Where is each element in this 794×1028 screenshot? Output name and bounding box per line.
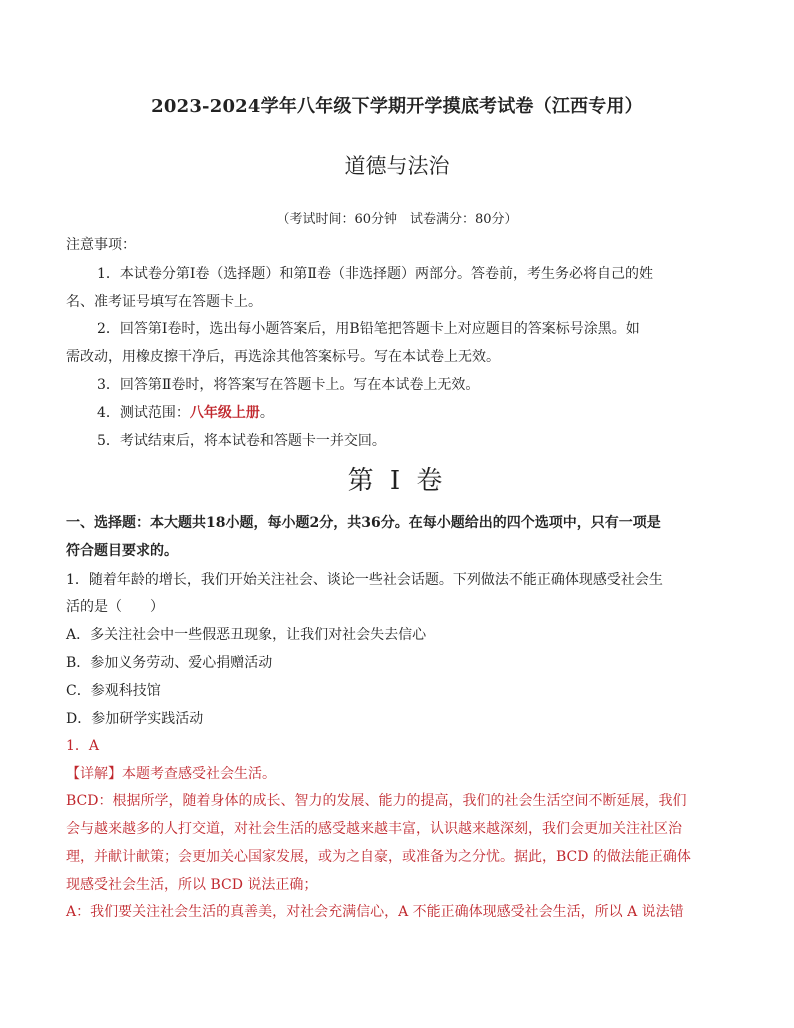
answer-1-detail: 【详解】本题考查感受社会生活。 <box>66 766 276 782</box>
question-1-stem-line-1: 1．随着年龄的增长，我们开始关注社会、谈论一些社会话题。下列做法不能正确体现感受社会生 <box>66 572 663 588</box>
part-title: 第 I 卷 <box>347 466 447 496</box>
note-item-2-line-2: 需改动，用橡皮擦干净后，再选涂其他答案标号。写在本试卷上无效。 <box>66 349 500 365</box>
note-item-2-line-1: 2．回答第Ⅰ卷时，选出每小题答案后，用B铅笔把答题卡上对应题目的答案标号涂黑。如 <box>97 321 640 337</box>
note-item-3: 3．回答第Ⅱ卷时，将答案写在答题卡上。写在本试卷上无效。 <box>97 377 480 393</box>
answer-1-bcd-line-2: 会与越来越多的人打交道，对社会生活的感受越来越丰富，认识越来越深刻，我们会更加关注社区治 <box>66 821 682 837</box>
section-heading-line-1: 一、选择题：本大题共18小题，每小题2分，共36分。在每小题给出的四个选项中，只有一项是 <box>66 515 661 531</box>
question-1-option-c: C．参观科技馆 <box>66 683 161 699</box>
section-heading-line-2: 符合题目要求的。 <box>66 543 178 559</box>
question-1-option-b: B．参加义务劳动、爱心捐赠活动 <box>66 655 273 671</box>
answer-1-bcd-line-1: BCD：根据所学，随着身体的成长、智力的发展、能力的提高，我们的社会生活空间不断延展，我们 <box>66 793 687 809</box>
exam-info: （考试时间：60分钟 试卷满分：80分） <box>276 212 518 227</box>
note-item-4-prefix: 4．测试范围： <box>97 405 190 421</box>
note-item-1-line-2: 名、准考证号填写在答题卡上。 <box>66 294 262 310</box>
answer-1-a-line-1: A：我们要关注社会生活的真善美，对社会充满信心，A 不能正确体现感受社会生活，所以 A 说法错 <box>66 904 684 920</box>
note-item-5: 5．考试结束后，将本试卷和答题卡一并交回。 <box>97 433 386 449</box>
question-1-option-a: A．多关注社会中一些假恶丑现象，让我们对社会失去信心 <box>66 627 427 643</box>
note-item-4 <box>97 404 767 422</box>
note-item-4-suffix: 。 <box>259 405 274 421</box>
answer-1: 1．A <box>66 738 100 754</box>
question-1-stem-line-2: 活的是（ ） <box>66 599 164 615</box>
exam-title: 2023-2024学年八年级下学期开学摸底考试卷（江西专用） <box>151 96 643 117</box>
answer-1-bcd-line-4: 现感受社会生活，所以 BCD 说法正确； <box>66 877 318 893</box>
subject-title: 道德与法治 <box>344 154 450 178</box>
notes-heading: 注意事项： <box>66 237 136 253</box>
answer-1-bcd-line-3: 理，并献计献策；会更加关心国家发展，或为之自豪，或准备为之分忧。据此，BCD 的做法能正确体 <box>66 849 691 865</box>
test-scope: 八年级上册 <box>189 405 260 421</box>
note-item-1-line-1: 1．本试卷分第Ⅰ卷（选择题）和第Ⅱ卷（非选择题）两部分。答卷前，考生务必将自己的姓 <box>97 266 653 282</box>
question-1-option-d: D．参加研学实践活动 <box>66 711 204 727</box>
